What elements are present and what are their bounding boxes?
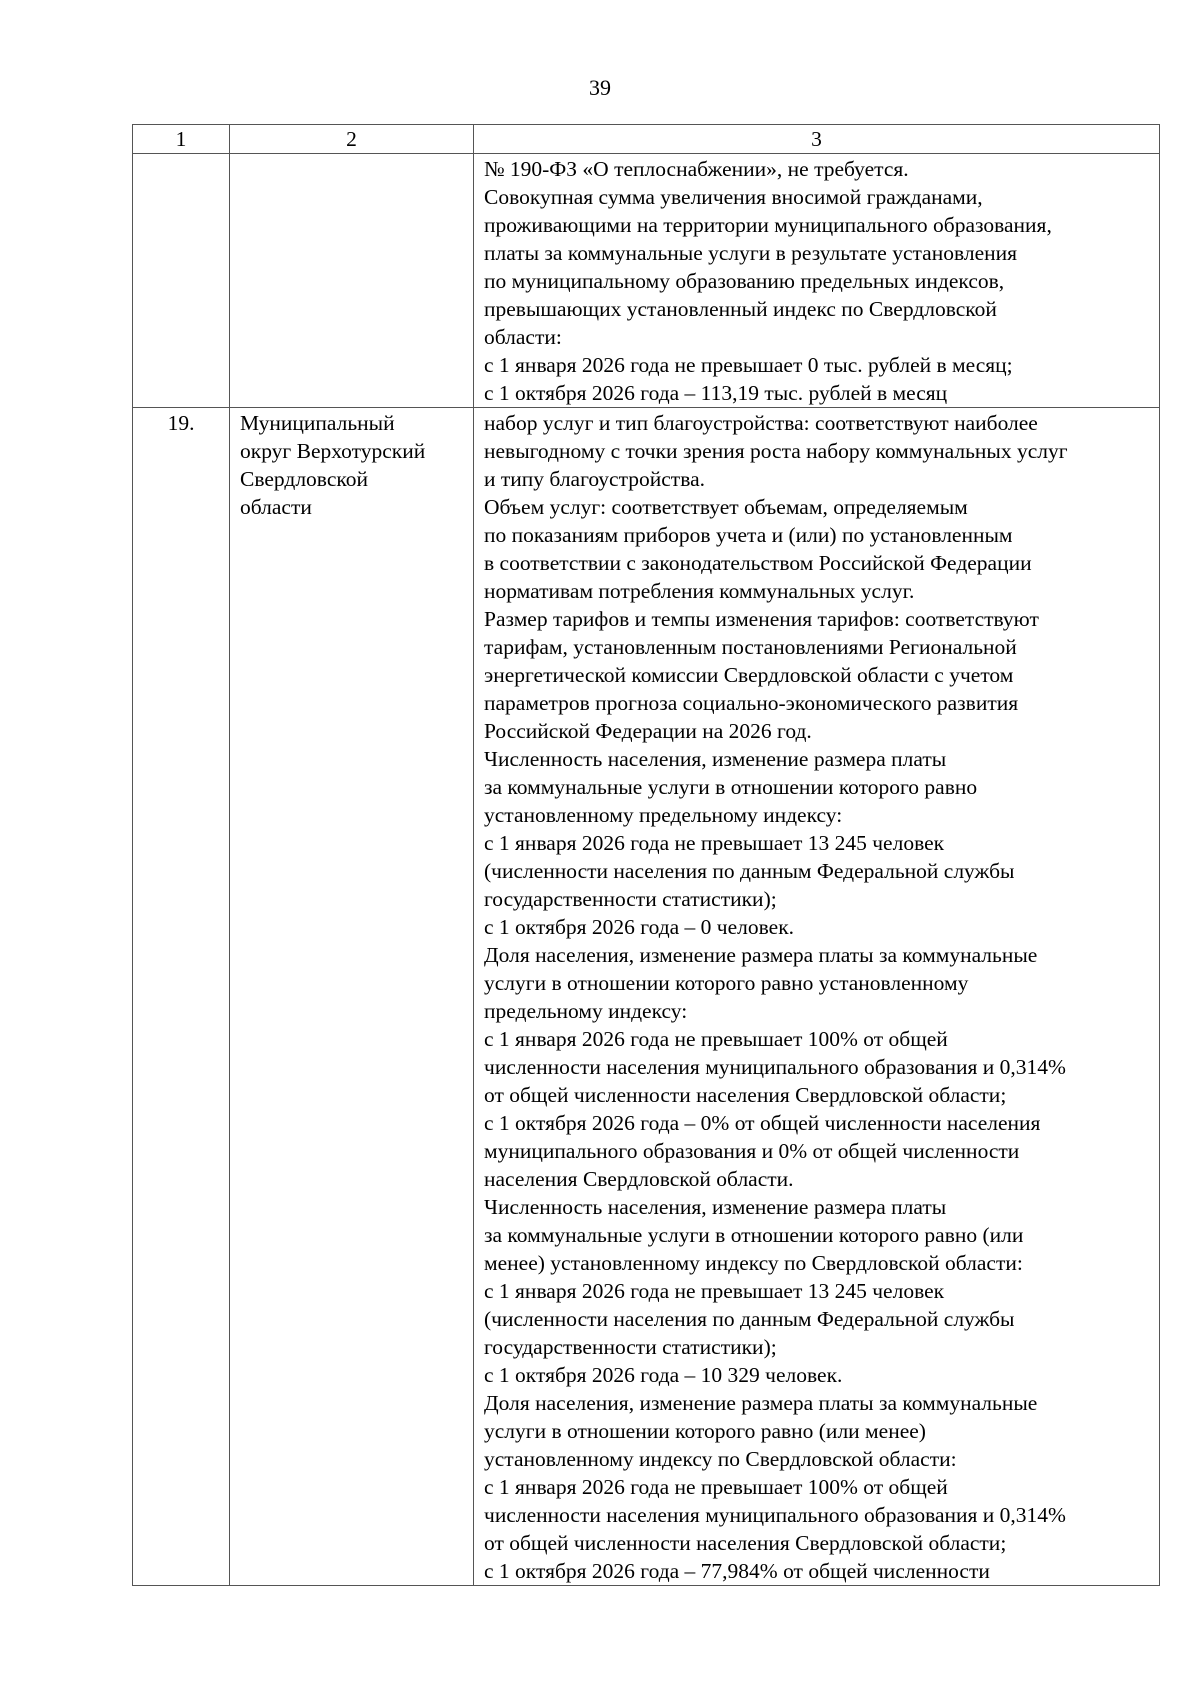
description-line: (численности населения по данным Федеральной службы — [484, 859, 1015, 883]
description-cell — [474, 154, 1160, 408]
description-line: с 1 января 2026 года не превышает 13 245 человек — [484, 831, 945, 855]
description-line: муниципального образования и 0% от общей численности — [484, 1139, 1020, 1163]
description-line: области: — [484, 325, 562, 349]
description-line: за коммунальные услуги в отношении которого равно (или — [484, 1223, 1024, 1247]
description-line: Численность населения, изменение размера платы — [484, 1195, 947, 1219]
description-line: энергетической комиссии Свердловской области с учетом — [484, 663, 1014, 687]
municipality-name-line: округ Верхотурский — [240, 439, 426, 463]
description-line: № 190-ФЗ «О теплоснабжении», не требуется. — [484, 157, 909, 181]
table-row-continuation — [133, 154, 1160, 408]
municipality-name-line: Муниципальный — [240, 411, 395, 435]
description-line: с 1 октября 2026 года – 77,984% от общей численности — [484, 1559, 990, 1583]
table-row-19 — [133, 408, 1160, 1586]
description-line: с 1 октября 2026 года – 10 329 человек. — [484, 1363, 843, 1387]
description-line: по показаниям приборов учета и (или) по установленным — [484, 523, 1013, 547]
description-line: Российской Федерации на 2026 год. — [484, 719, 812, 743]
description-line: от общей численности населения Свердловской области; — [484, 1531, 1007, 1555]
description-line: невыгодному с точки зрения роста набору коммунальных услуг — [484, 439, 1068, 463]
municipality-name-cell — [230, 154, 474, 408]
description-line: от общей численности населения Свердловской области; — [484, 1083, 1007, 1107]
description-line: государственности статистики); — [484, 1335, 777, 1359]
description-line: установленному индексу по Свердловской области: — [484, 1447, 957, 1471]
description-line: в соответствии с законодательством Российской Федерации — [484, 551, 1032, 575]
row-number-cell: 19. — [133, 408, 230, 1586]
description-line: с 1 января 2026 года не превышает 100% от общей — [484, 1475, 948, 1499]
description-line: проживающими на территории муниципального образования, — [484, 213, 1052, 237]
description-line: с 1 января 2026 года не превышает 13 245 человек — [484, 1279, 945, 1303]
description-line: численности населения муниципального образования и 0,314% — [484, 1055, 1066, 1079]
description-line: с 1 января 2026 года не превышает 100% от общей — [484, 1027, 948, 1051]
column-header-2: 2 — [230, 125, 474, 154]
document-table — [132, 124, 1160, 1586]
description-line: Доля населения, изменение размера платы за коммунальные — [484, 1391, 1038, 1415]
description-line: Совокупная сумма увеличения вносимой гражданами, — [484, 185, 983, 209]
page-number: 39 — [589, 75, 611, 100]
table-header-row — [133, 125, 1160, 154]
description-line: набор услуг и тип благоустройства: соответствуют наиболее — [484, 411, 1038, 435]
description-line: (численности населения по данным Федеральной службы — [484, 1307, 1015, 1331]
column-header-3: 3 — [474, 125, 1160, 154]
description-line: менее) установленному индексу по Свердловской области: — [484, 1251, 1023, 1275]
description-line: превышающих установленный индекс по Свердловской — [484, 297, 997, 321]
description-line: услуги в отношении которого равно установленному — [484, 971, 969, 995]
description-line: Размер тарифов и темпы изменения тарифов: соответствуют — [484, 607, 1039, 631]
description-line: численности населения муниципального образования и 0,314% — [484, 1503, 1066, 1527]
description-cell — [474, 408, 1160, 1586]
description-line: с 1 октября 2026 года – 113,19 тыс. рублей в месяц — [484, 381, 948, 405]
description-line: Доля населения, изменение размера платы за коммунальные — [484, 943, 1038, 967]
description-line: нормативам потребления коммунальных услуг. — [484, 579, 915, 603]
municipality-name-line: области — [240, 495, 312, 519]
description-line: по муниципальному образованию предельных индексов, — [484, 269, 1005, 293]
description-line: тарифам, установленным постановлениями Региональной — [484, 635, 1017, 659]
description-line: платы за коммунальные услуги в результате установления — [484, 241, 1018, 265]
description-line: Численность населения, изменение размера платы — [484, 747, 947, 771]
description-line: параметров прогноза социально-экономического развития — [484, 691, 1019, 715]
description-line: государственности статистики); — [484, 887, 777, 911]
description-line: предельному индексу: — [484, 999, 688, 1023]
description-line: с 1 октября 2026 года – 0% от общей численности населения — [484, 1111, 1041, 1135]
column-header-1: 1 — [133, 125, 230, 154]
description-line: установленному предельному индексу: — [484, 803, 843, 827]
description-line: с 1 января 2026 года не превышает 0 тыс. рублей в месяц; — [484, 353, 1013, 377]
municipality-name-cell — [230, 408, 474, 1586]
description-line: и типу благоустройства. — [484, 467, 705, 491]
description-line: с 1 октября 2026 года – 0 человек. — [484, 915, 795, 939]
municipality-name-line: Свердловской — [240, 467, 368, 491]
description-line: населения Свердловской области. — [484, 1167, 794, 1191]
row-number-cell — [133, 154, 230, 408]
description-line: Объем услуг: соответствует объемам, определяемым — [484, 495, 968, 519]
description-line: за коммунальные услуги в отношении которого равно — [484, 775, 978, 799]
description-line: услуги в отношении которого равно (или менее) — [484, 1419, 926, 1443]
